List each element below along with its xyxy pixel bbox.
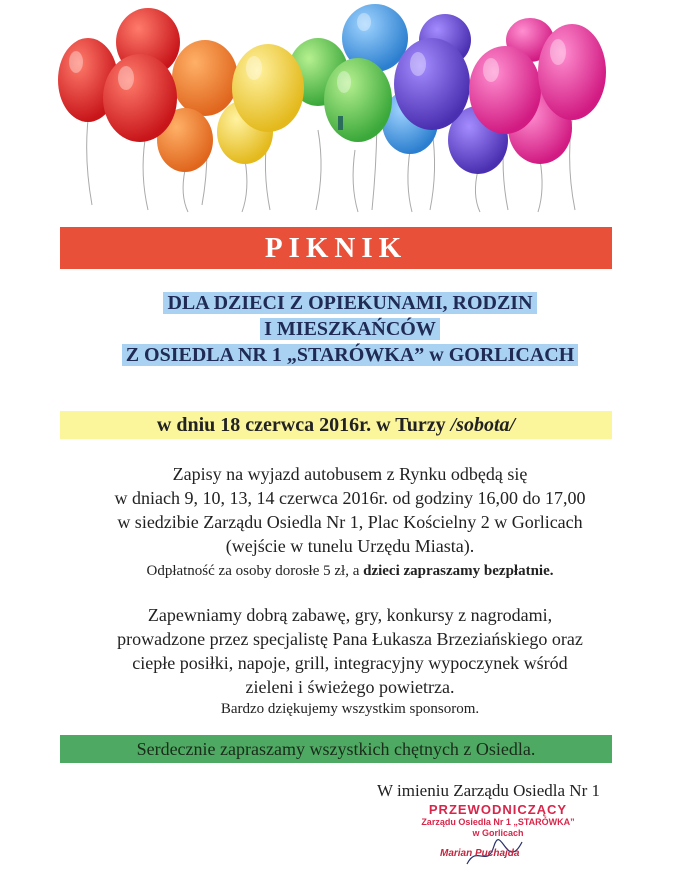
event-date-banner bbox=[60, 411, 612, 439]
stamp-line-3: w Gorlicach bbox=[472, 828, 524, 838]
subtitle-line-3: Z OSIEDLA NR 1 „STARÓWKA” w GORLICACH bbox=[0, 342, 700, 368]
stamp-title: PRZEWODNICZĄCY bbox=[428, 802, 568, 817]
registration-line-3: w siedzibie Zarządu Osiedla Nr 1, Plac Kościelny 2 w Gorlicach bbox=[117, 512, 583, 532]
program-line-3: ciepłe posiłki, napoje, grill, integracyjny wypoczynek wśród bbox=[132, 653, 568, 673]
registration-line-4: (wejście w tunelu Urzędu Miasta). bbox=[225, 536, 475, 556]
event-date: w dniu 18 czerwca 2016r. w Turzy /sobota/ bbox=[156, 413, 516, 436]
title-banner bbox=[60, 227, 612, 269]
balloons-illustration bbox=[0, 0, 700, 215]
page-title: PIKNIK bbox=[264, 231, 408, 264]
invitation-text: Serdecznie zapraszamy wszystkich chętnych z Osiedla. bbox=[136, 738, 536, 759]
stamp-line-2: Zarządu Osiedla Nr 1 „STARÓWKA” bbox=[421, 817, 575, 827]
subtitle-line-1: DLA DZIECI Z OPIEKUNAMI, RODZIN bbox=[0, 290, 700, 316]
signature-intro: W imieniu Zarządu Osiedla Nr 1 bbox=[377, 781, 600, 800]
fee-info: Odpłatność za osoby dorosłe 5 zł, a dzieci zapraszamy bezpłatnie. bbox=[146, 563, 554, 579]
registration-line-1: Zapisy na wyjazd autobusem z Rynku odbędą się bbox=[172, 464, 528, 484]
signer-name: Marian Puchajda bbox=[440, 848, 520, 859]
program-line-2: prowadzone przez specjalistę Pana Łukasza Brzeziańskiego oraz bbox=[117, 629, 583, 649]
program-line-4: zieleni i świeżego powietrza. bbox=[245, 677, 455, 697]
invitation-banner bbox=[60, 735, 612, 763]
subtitle-line-2: I MIESZKAŃCÓW bbox=[0, 316, 700, 342]
registration-line-2: w dniach 9, 10, 13, 14 czerwca 2016r. od godziny 16,00 do 17,00 bbox=[114, 488, 586, 508]
sponsor-thanks: Bardzo dziękujemy wszystkim sponsorom. bbox=[220, 701, 480, 717]
program-line-1: Zapewniamy dobrą zabawę, gry, konkursy z nagrodami, bbox=[147, 605, 553, 625]
